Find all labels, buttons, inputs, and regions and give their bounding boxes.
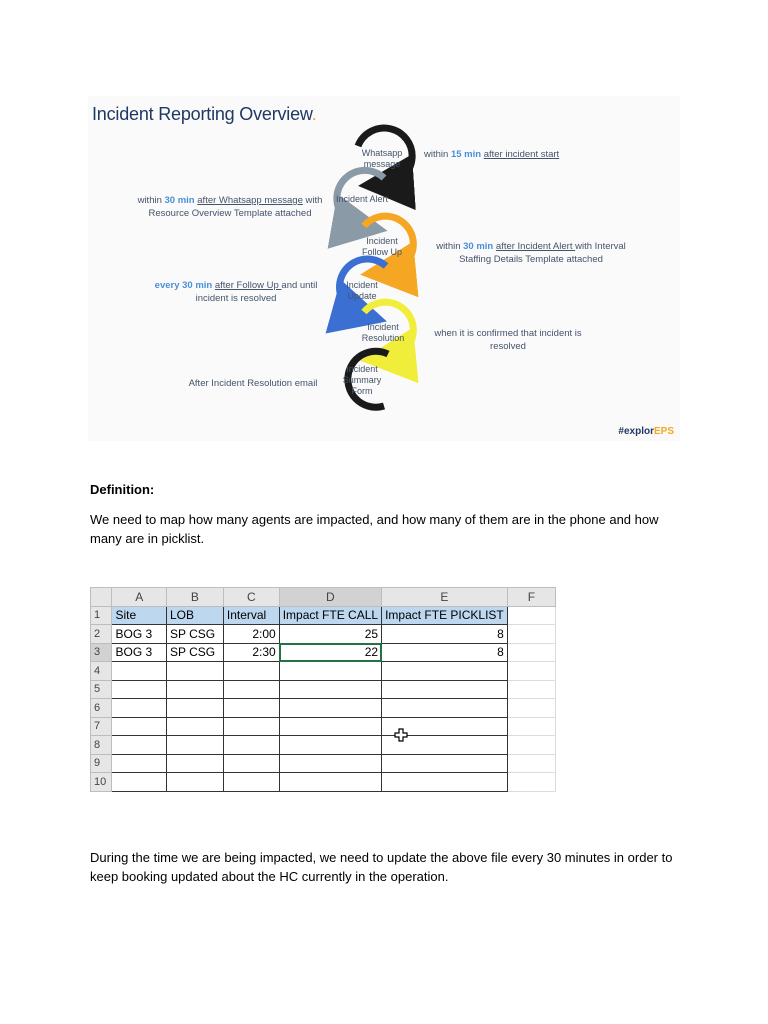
cell[interactable] — [382, 773, 508, 792]
note-resolution: when it is confirmed that incident is resolved — [434, 328, 582, 352]
note-follow-up: within 30 min after Incident Alert with Interval Staffing Details Template attached — [436, 241, 626, 265]
cell[interactable] — [382, 680, 508, 699]
cell[interactable]: 8 — [382, 643, 508, 662]
infographic-title: Incident Reporting Overview. — [92, 104, 317, 124]
cell[interactable] — [223, 773, 279, 792]
cell[interactable] — [166, 773, 223, 792]
row-number[interactable]: 9 — [91, 754, 112, 773]
cell[interactable] — [279, 699, 381, 718]
row-number[interactable]: 1 — [91, 606, 112, 625]
column-header-a[interactable]: A — [112, 588, 167, 607]
cell[interactable]: BOG 3 — [112, 625, 167, 644]
active-cell[interactable]: 22 — [279, 643, 381, 662]
table-row — [91, 773, 556, 792]
brand-logo: #explorEPS — [618, 426, 674, 437]
step-incident-update: Incident Update — [346, 280, 378, 301]
cell[interactable] — [112, 699, 167, 718]
row-number[interactable]: 2 — [91, 625, 112, 644]
cell[interactable] — [112, 680, 167, 699]
cell[interactable] — [279, 717, 381, 736]
cell[interactable] — [223, 736, 279, 755]
row-number[interactable]: 3 — [91, 643, 112, 662]
step-incident-alert: Incident Alert — [335, 194, 389, 204]
spreadsheet-grid — [90, 587, 556, 792]
column-header-c[interactable]: C — [223, 588, 279, 607]
cell[interactable] — [279, 680, 381, 699]
header-cell-lob[interactable]: LOB — [166, 606, 223, 625]
cell[interactable] — [112, 662, 167, 681]
cell[interactable] — [279, 662, 381, 681]
cell[interactable] — [223, 680, 279, 699]
cell[interactable] — [279, 754, 381, 773]
cell[interactable] — [166, 699, 223, 718]
cell[interactable] — [223, 754, 279, 773]
table-row — [91, 662, 556, 681]
cell[interactable] — [382, 754, 508, 773]
column-header-row — [91, 588, 556, 607]
table-row — [91, 717, 556, 736]
cell[interactable] — [382, 662, 508, 681]
cell[interactable] — [507, 773, 555, 792]
step-incident-resolution: Incident Resolution — [361, 322, 405, 343]
table-row — [91, 754, 556, 773]
table-row — [91, 736, 556, 755]
definition-heading: Definition: — [90, 482, 155, 497]
update-instructions-paragraph: During the time we are being impacted, we need to update the above file every 30 minutes in order to keep booking updated about the HC currently in the operation. — [90, 850, 673, 884]
step-incident-follow-up: Incident Follow Up — [361, 236, 402, 257]
row-number[interactable]: 10 — [91, 773, 112, 792]
row-number[interactable]: 8 — [91, 736, 112, 755]
header-cell-site[interactable]: Site — [112, 606, 167, 625]
cell[interactable] — [112, 717, 167, 736]
note-alert: within 30 min after Whatsapp message with Resource Overview Template attached — [137, 195, 323, 219]
table-row — [91, 699, 556, 718]
row-number[interactable]: 4 — [91, 662, 112, 681]
cell[interactable] — [507, 662, 555, 681]
note-update: every 30 min after Follow Up and until incident is resolved — [154, 280, 318, 304]
cell[interactable] — [166, 680, 223, 699]
cell[interactable] — [112, 736, 167, 755]
column-header-f[interactable]: F — [507, 588, 555, 607]
cell[interactable] — [223, 717, 279, 736]
column-header-e[interactable]: E — [382, 588, 508, 607]
cell[interactable] — [223, 699, 279, 718]
row-number[interactable]: 5 — [91, 680, 112, 699]
cell[interactable] — [382, 699, 508, 718]
table-row — [91, 643, 556, 662]
cell[interactable] — [507, 680, 555, 699]
table-row — [91, 680, 556, 699]
cell[interactable]: 2:30 — [223, 643, 279, 662]
cell[interactable] — [279, 736, 381, 755]
cell[interactable]: 25 — [279, 625, 381, 644]
note-summary-form: After Incident Resolution email — [188, 378, 318, 389]
cell[interactable] — [112, 773, 167, 792]
header-cell-interval[interactable]: Interval — [223, 606, 279, 625]
cell[interactable] — [507, 717, 555, 736]
cell[interactable]: BOG 3 — [112, 643, 167, 662]
row-number[interactable]: 6 — [91, 699, 112, 718]
definition-paragraph: We need to map how many agents are impacted, and how many of them are in the phone and how many are in picklist. — [90, 512, 659, 546]
table-row — [91, 625, 556, 644]
cell[interactable] — [223, 662, 279, 681]
step-whatsapp-message: Whatsapp message — [361, 148, 403, 169]
cell[interactable] — [279, 773, 381, 792]
spreadsheet-screenshot — [90, 587, 556, 809]
cell[interactable] — [507, 736, 555, 755]
cell[interactable] — [507, 699, 555, 718]
cell[interactable] — [507, 625, 555, 644]
column-header-b[interactable]: B — [166, 588, 223, 607]
cell[interactable] — [166, 736, 223, 755]
cell[interactable]: SP CSG — [166, 643, 223, 662]
cell[interactable] — [112, 754, 167, 773]
cell[interactable] — [166, 754, 223, 773]
cell[interactable]: SP CSG — [166, 625, 223, 644]
cell[interactable] — [507, 754, 555, 773]
header-cell-impact-fte-call[interactable]: Impact FTE CALL — [279, 606, 381, 625]
header-cell-impact-fte-picklist[interactable]: Impact FTE PICKLIST — [382, 606, 508, 625]
select-all-corner[interactable] — [91, 588, 112, 607]
column-header-d[interactable]: D — [279, 588, 381, 607]
cell[interactable] — [166, 662, 223, 681]
cell[interactable] — [507, 606, 555, 625]
note-whatsapp: within 15 min after incident start — [424, 149, 560, 160]
cell[interactable] — [507, 643, 555, 662]
incident-reporting-infographic — [88, 96, 680, 441]
step-incident-summary-form: Incident Summary Form — [342, 364, 382, 396]
cell[interactable]: 2:00 — [223, 625, 279, 644]
cell[interactable]: 8 — [382, 625, 508, 644]
cell[interactable] — [166, 717, 223, 736]
row-number[interactable]: 7 — [91, 717, 112, 736]
cross-cursor-icon — [394, 728, 408, 742]
table-row — [91, 606, 556, 625]
